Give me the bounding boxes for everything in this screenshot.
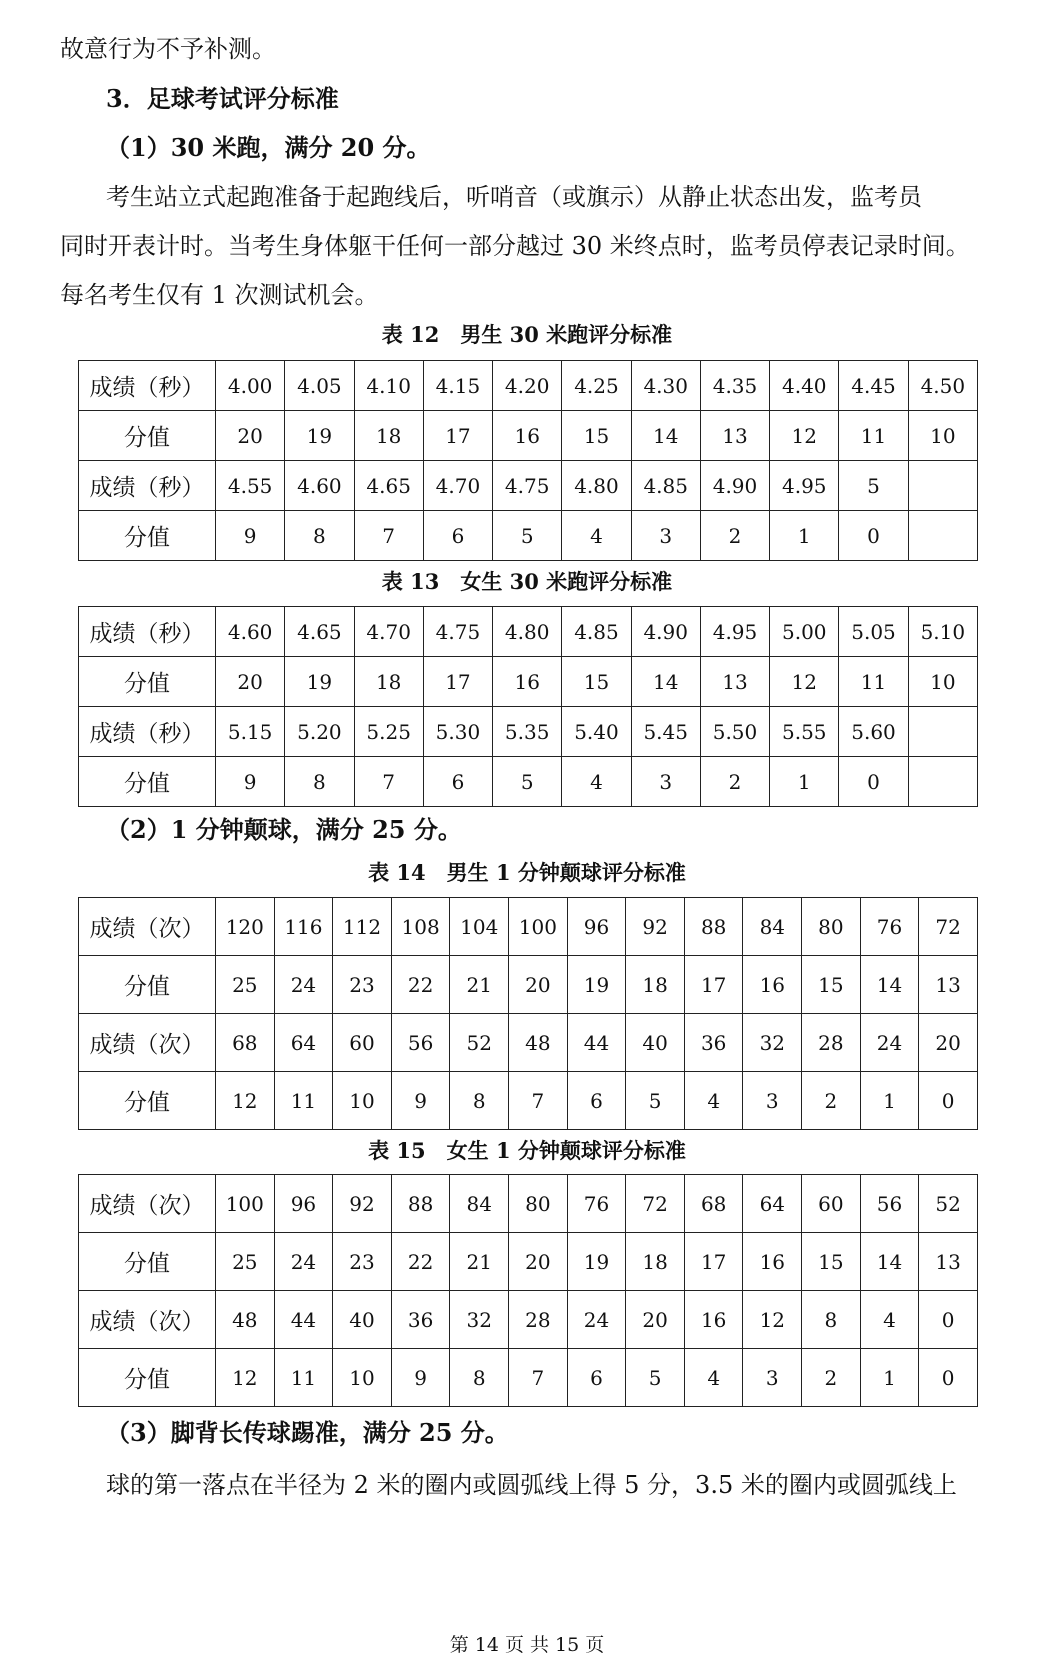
table-cell: 100 [216,1175,275,1233]
table-cell: 112 [333,898,392,956]
table-cell: 0 [919,1291,978,1349]
table-cell: 96 [567,898,626,956]
table-cell: 1 [860,1072,919,1130]
table-cell: 36 [684,1014,743,1072]
table-cell: 11 [274,1349,333,1407]
table-cell: 13 [919,956,978,1014]
table-cell: 52 [450,1014,509,1072]
table-row [79,607,978,657]
row-label: 成绩（秒） [79,461,216,511]
table-cell: 108 [391,898,450,956]
table-cell: 0 [919,1072,978,1130]
item1-paragraph-line: 每名考生仅有 1 次测试机会。 [60,281,379,309]
table-cell [908,511,977,561]
table-cell: 7 [509,1072,568,1130]
table14-caption: 表 14 男生 1 分钟颠球评分标准 [368,860,686,885]
table-cell: 7 [509,1349,568,1407]
table-cell: 4.85 [631,461,700,511]
table-cell: 4.85 [562,607,631,657]
table-cell: 64 [274,1014,333,1072]
table-cell: 4.65 [354,461,423,511]
table-cell: 18 [626,1233,685,1291]
table-cell: 68 [216,1014,275,1072]
table-cell: 4 [860,1291,919,1349]
table-row [79,1233,978,1291]
table-cell: 28 [509,1291,568,1349]
table-row [79,461,978,511]
table-cell: 4.40 [770,361,839,411]
table-cell: 14 [860,956,919,1014]
table-cell: 5.35 [493,707,562,757]
table-row [79,511,978,561]
table-cell: 104 [450,898,509,956]
table-cell: 92 [626,898,685,956]
table-cell [908,461,977,511]
table-cell: 2 [700,757,769,807]
table-cell: 4.70 [423,461,492,511]
table-row [79,757,978,807]
table-cell: 19 [285,411,354,461]
table-cell: 88 [684,898,743,956]
table-cell: 48 [216,1291,275,1349]
row-label: 成绩（秒） [79,707,216,757]
table-cell: 44 [567,1014,626,1072]
item3-paragraph: 球的第一落点在半径为 2 米的圈内或圆弧线上得 5 分，3.5 米的圈内或圆弧线上 [106,1471,957,1499]
table-cell: 12 [770,411,839,461]
table-cell: 13 [919,1233,978,1291]
table-cell: 25 [216,1233,275,1291]
row-label: 分值 [79,757,216,807]
table-cell: 40 [333,1291,392,1349]
table-cell: 32 [450,1291,509,1349]
table-cell: 96 [274,1175,333,1233]
table-cell: 18 [626,956,685,1014]
table-cell: 11 [839,657,908,707]
table-cell: 28 [802,1014,861,1072]
table-cell: 5.15 [216,707,285,757]
table-cell: 4 [562,511,631,561]
table-cell: 5.20 [285,707,354,757]
table-cell: 14 [631,657,700,707]
table-cell: 4.90 [700,461,769,511]
table-cell: 6 [423,757,492,807]
table-cell: 20 [509,1233,568,1291]
row-label: 成绩（秒） [79,607,216,657]
table-cell: 4.70 [354,607,423,657]
table-cell: 40 [626,1014,685,1072]
row-label: 成绩（次） [79,898,216,956]
table-cell: 84 [743,898,802,956]
table-row [79,361,978,411]
table-cell: 92 [333,1175,392,1233]
table-cell: 15 [802,956,861,1014]
table-cell: 19 [285,657,354,707]
table-cell: 24 [567,1291,626,1349]
table-cell: 21 [450,956,509,1014]
table-row [79,1175,978,1233]
table-cell: 10 [333,1349,392,1407]
table13 [78,606,978,807]
table-cell: 16 [493,411,562,461]
table-cell: 4.95 [770,461,839,511]
table-cell: 5.50 [700,707,769,757]
table-cell: 20 [216,411,285,461]
table-row [79,657,978,707]
table-cell: 18 [354,411,423,461]
table14 [78,897,978,1130]
table-cell: 4.75 [493,461,562,511]
table-cell: 4.05 [285,361,354,411]
table-cell: 4.80 [562,461,631,511]
row-label: 分值 [79,511,216,561]
table-cell: 23 [333,956,392,1014]
table-cell: 22 [391,1233,450,1291]
table-cell: 0 [919,1349,978,1407]
table-cell: 17 [423,411,492,461]
table-cell: 4.90 [631,607,700,657]
table-cell: 24 [860,1014,919,1072]
item1-paragraph-line: 同时开表计时。当考生身体躯干任何一部分越过 30 米终点时，监考员停表记录时间。 [60,232,970,260]
table-cell: 8 [285,511,354,561]
page-footer: 第 14 页 共 15 页 [449,1634,605,1656]
table-cell: 6 [567,1349,626,1407]
table-cell: 4.45 [839,361,908,411]
table-cell: 12 [743,1291,802,1349]
table-cell: 5.30 [423,707,492,757]
table12-caption: 表 12 男生 30 米跑评分标准 [381,322,673,347]
table-cell: 16 [743,956,802,1014]
table-cell: 5 [839,461,908,511]
table-cell: 16 [743,1233,802,1291]
row-label: 分值 [79,1233,216,1291]
table-cell: 44 [274,1291,333,1349]
table-cell: 4 [562,757,631,807]
table-row [79,1072,978,1130]
table-row [79,411,978,461]
table-cell: 80 [509,1175,568,1233]
table-cell: 20 [919,1014,978,1072]
table-cell: 4 [684,1349,743,1407]
table-cell: 4.75 [423,607,492,657]
table-cell: 13 [700,411,769,461]
table-row [79,707,978,757]
item3-heading: （3）脚背长传球踢准，满分 25 分。 [106,1418,509,1447]
table-cell: 8 [802,1291,861,1349]
table-cell: 10 [908,411,977,461]
table-cell: 4.60 [285,461,354,511]
table-cell: 9 [216,757,285,807]
table-cell: 3 [743,1349,802,1407]
table-cell: 8 [285,757,354,807]
table-cell: 6 [567,1072,626,1130]
table-cell: 4.50 [908,361,977,411]
table15-caption: 表 15 女生 1 分钟颠球评分标准 [368,1138,686,1163]
table-cell: 17 [684,956,743,1014]
table-cell: 7 [354,511,423,561]
table-cell: 16 [684,1291,743,1349]
table-cell: 25 [216,956,275,1014]
table-cell: 14 [631,411,700,461]
table-cell: 2 [700,511,769,561]
carryover-text: 故意行为不予补测。 [60,35,276,63]
table-cell: 56 [860,1175,919,1233]
table-cell: 6 [423,511,492,561]
table-cell: 10 [908,657,977,707]
table-cell: 4.80 [493,607,562,657]
row-label: 分值 [79,956,216,1014]
table-cell: 5.25 [354,707,423,757]
table-cell: 20 [626,1291,685,1349]
table-cell: 0 [839,511,908,561]
table-cell: 4.55 [216,461,285,511]
table-cell: 2 [802,1349,861,1407]
table-cell: 12 [216,1072,275,1130]
table-cell: 10 [333,1072,392,1130]
table-cell: 60 [802,1175,861,1233]
table-row [79,1291,978,1349]
table-cell: 76 [860,898,919,956]
table-cell: 5 [626,1349,685,1407]
table-cell: 5.40 [562,707,631,757]
table-cell: 4.95 [700,607,769,657]
table-cell: 76 [567,1175,626,1233]
table-cell [908,707,977,757]
table-cell: 8 [450,1349,509,1407]
table-cell: 3 [743,1072,802,1130]
table-cell: 72 [626,1175,685,1233]
table-cell: 24 [274,956,333,1014]
section-heading: 3．足球考试评分标准 [106,84,339,113]
table-cell: 23 [333,1233,392,1291]
table-cell: 100 [509,898,568,956]
table-cell: 11 [839,411,908,461]
table-row [79,1014,978,1072]
table-cell: 11 [274,1072,333,1130]
table-cell: 64 [743,1175,802,1233]
table-cell: 32 [743,1014,802,1072]
table-cell: 52 [919,1175,978,1233]
table-cell: 17 [684,1233,743,1291]
table-cell: 68 [684,1175,743,1233]
table-cell: 2 [802,1072,861,1130]
table-cell: 15 [562,411,631,461]
table-cell: 12 [770,657,839,707]
table-cell: 5.60 [839,707,908,757]
table-cell: 48 [509,1014,568,1072]
table-cell: 4.25 [562,361,631,411]
row-label: 成绩（次） [79,1014,216,1072]
table-cell: 9 [391,1072,450,1130]
table-cell: 22 [391,956,450,1014]
table-cell: 5.00 [770,607,839,657]
row-label: 分值 [79,657,216,707]
table12 [78,360,978,561]
row-label: 成绩（次） [79,1291,216,1349]
table-cell: 15 [802,1233,861,1291]
table-cell: 5.55 [770,707,839,757]
row-label: 分值 [79,1072,216,1130]
table-cell: 17 [423,657,492,707]
row-label: 分值 [79,411,216,461]
table-cell [908,757,977,807]
table-cell: 3 [631,511,700,561]
table-cell: 4.10 [354,361,423,411]
table-cell: 16 [493,657,562,707]
table-cell: 36 [391,1291,450,1349]
item2-heading: （2）1 分钟颠球，满分 25 分。 [106,815,462,844]
table-cell: 14 [860,1233,919,1291]
table13-caption: 表 13 女生 30 米跑评分标准 [381,569,673,594]
table-cell: 4 [684,1072,743,1130]
table-cell: 24 [274,1233,333,1291]
table-cell: 7 [354,757,423,807]
table-cell: 4.65 [285,607,354,657]
table-cell: 20 [216,657,285,707]
table-row [79,956,978,1014]
table-cell: 4.30 [631,361,700,411]
table-cell: 3 [631,757,700,807]
table-cell: 13 [700,657,769,707]
item1-paragraph-line: 考生站立式起跑准备于起跑线后，听哨音（或旗示）从静止状态出发，监考员 [106,183,922,211]
table-cell: 4.15 [423,361,492,411]
table-cell: 4.00 [216,361,285,411]
table-cell: 4.35 [700,361,769,411]
row-label: 成绩（秒） [79,361,216,411]
table-row [79,1349,978,1407]
table-cell: 0 [839,757,908,807]
table-cell: 1 [770,511,839,561]
row-label: 成绩（次） [79,1175,216,1233]
table-cell: 5.05 [839,607,908,657]
table-cell: 12 [216,1349,275,1407]
table-cell: 19 [567,1233,626,1291]
table-cell: 1 [860,1349,919,1407]
table-cell: 56 [391,1014,450,1072]
table-cell: 4.60 [216,607,285,657]
table-cell: 9 [391,1349,450,1407]
table-row [79,898,978,956]
table-cell: 72 [919,898,978,956]
table-cell: 4.20 [493,361,562,411]
item1-heading: （1）30 米跑，满分 20 分。 [106,133,431,162]
table-cell: 5 [626,1072,685,1130]
table-cell: 5 [493,757,562,807]
table-cell: 9 [216,511,285,561]
table-cell: 20 [509,956,568,1014]
table-cell: 5.45 [631,707,700,757]
table-cell: 21 [450,1233,509,1291]
table-cell: 19 [567,956,626,1014]
table-cell: 120 [216,898,275,956]
table15 [78,1174,978,1407]
table-cell: 15 [562,657,631,707]
table-cell: 84 [450,1175,509,1233]
table-cell: 8 [450,1072,509,1130]
table-cell: 5.10 [908,607,977,657]
table-cell: 116 [274,898,333,956]
table-cell: 18 [354,657,423,707]
table-cell: 60 [333,1014,392,1072]
row-label: 分值 [79,1349,216,1407]
table-cell: 80 [802,898,861,956]
table-cell: 88 [391,1175,450,1233]
table-cell: 5 [493,511,562,561]
table-cell: 1 [770,757,839,807]
